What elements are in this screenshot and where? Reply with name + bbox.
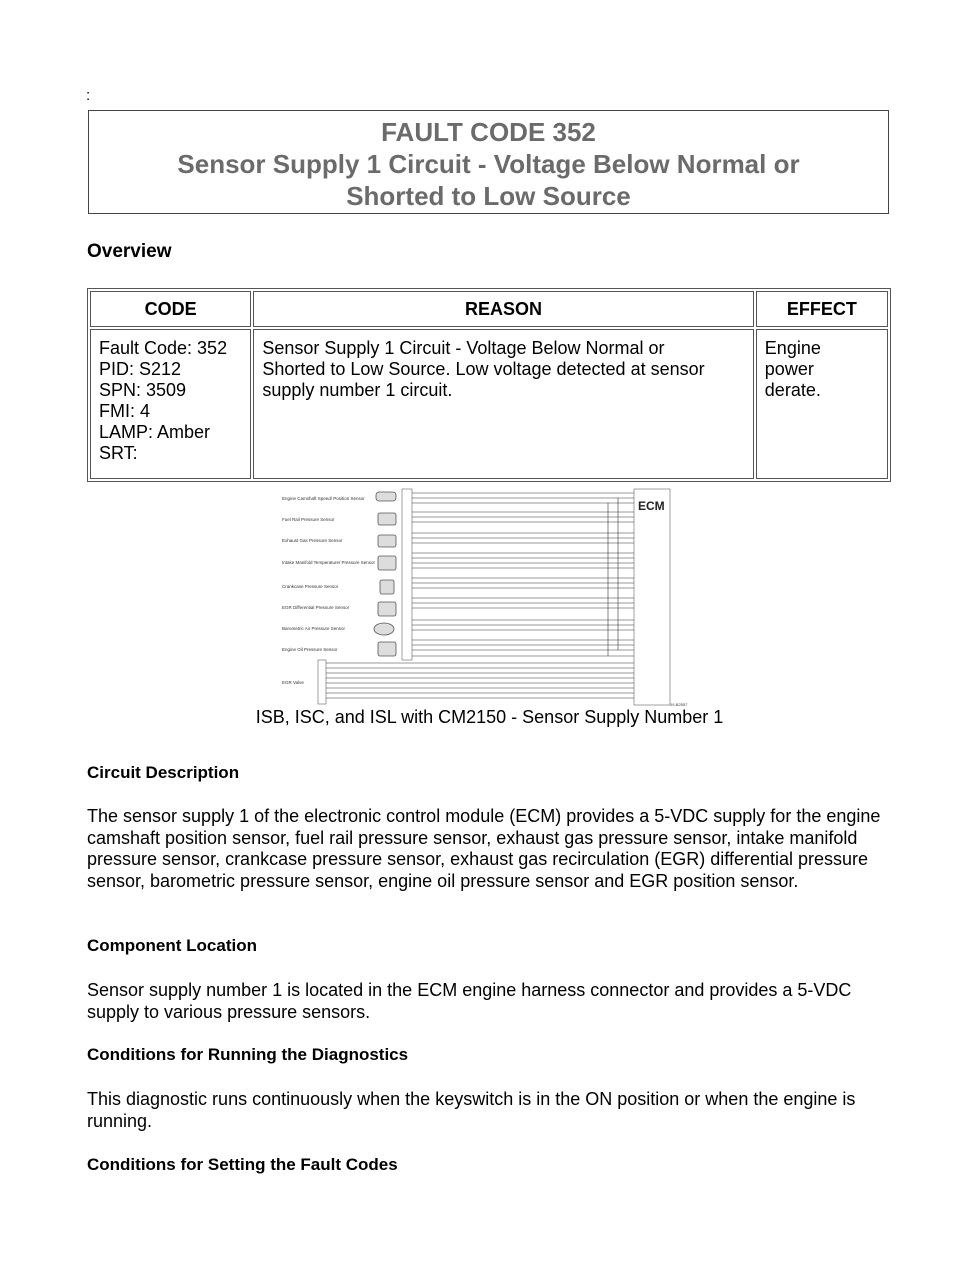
code-line: Fault Code: 352 [99, 338, 228, 358]
table-header-row [90, 291, 888, 327]
reason-cell [253, 329, 753, 479]
code-line: LAMP: Amber [99, 422, 211, 442]
code-cell [90, 329, 251, 479]
section-text: The sensor supply 1 of the electronic control module (ECM) provides a 5-VDC supply for the engine camshaft position sensor, fuel rail pressure sensor, exhaust gas pressure sensor, intake manifold pressure sensor, crankcase pressure sensor, exhaust gas recirculation (EGR) differential pressure sensor, barometric pressure sensor, engine oil pressure sensor and EGR position sensor. [87, 806, 881, 891]
header-effect: EFFECT [756, 291, 888, 327]
table-row [90, 329, 888, 479]
sensor-label: EGR Differential Pressure Sensor [282, 605, 350, 610]
figure-caption: ISB, ISC, and ISL with CM2150 - Sensor Supply Number 1 [255, 707, 724, 727]
sensor-label: Barometric Air Pressure Sensor [282, 626, 346, 631]
code-line: SRT: [99, 443, 138, 463]
effect-line: Engine [764, 338, 821, 358]
section-text: This diagnostic runs continuously when the keyswitch is in the ON position or when the engine is running. [87, 1089, 856, 1131]
section-heading: Circuit Description [87, 763, 240, 782]
fault-desc-line-1: Sensor Supply 1 Circuit - Voltage Below Normal or [177, 149, 800, 179]
code-line: SPN: 3509 [99, 380, 187, 400]
effect-cell [756, 329, 888, 479]
reason-line: supply number 1 circuit. [262, 380, 453, 400]
ecm-label: ECM [638, 499, 665, 513]
section-heading: Conditions for Running the Diagnostics [87, 1045, 409, 1064]
reason-line: Sensor Supply 1 Circuit - Voltage Below Normal or [262, 338, 665, 358]
title-box [88, 110, 889, 214]
effect-line: power [764, 359, 814, 379]
sensor-label: Fuel Rail Pressure Sensor [282, 517, 335, 522]
page-marker: : [86, 87, 91, 104]
fault-code-title: FAULT CODE 352 [381, 117, 596, 147]
sensor-label: Exhaust Gas Pressure Sensor [282, 538, 343, 543]
sensor-label: Engine Oil Pressure Sensor [282, 647, 338, 652]
sensor-label: Engine Camshaft Speed/ Position Sensor [282, 496, 365, 501]
overview-heading: Overview [87, 241, 172, 262]
sensor-label: Intake Manifold Temperature/ Pressure Sensor [282, 560, 375, 565]
section-text: Sensor supply number 1 is located in the ECM engine harness connector and provides a 5-VDC supply to various pressure sensors. [87, 980, 852, 1022]
fault-table [87, 288, 891, 482]
code-line: PID: S212 [99, 359, 182, 379]
sensor-label: EGR Valve [282, 680, 304, 685]
header-reason: REASON [253, 291, 753, 327]
sensor-label: Crankcase Pressure Sensor [282, 584, 339, 589]
figure-id: 19-B2557 [670, 702, 688, 707]
wiring-diagram [278, 484, 698, 708]
code-line: FMI: 4 [99, 401, 151, 421]
reason-line: Shorted to Low Source. Low voltage detected at sensor [262, 359, 705, 379]
section-heading: Conditions for Setting the Fault Codes [87, 1155, 398, 1174]
header-code: CODE [90, 291, 251, 327]
effect-line: derate. [764, 380, 821, 400]
section-heading: Component Location [87, 936, 257, 955]
fault-desc-line-2: Shorted to Low Source [346, 181, 631, 211]
